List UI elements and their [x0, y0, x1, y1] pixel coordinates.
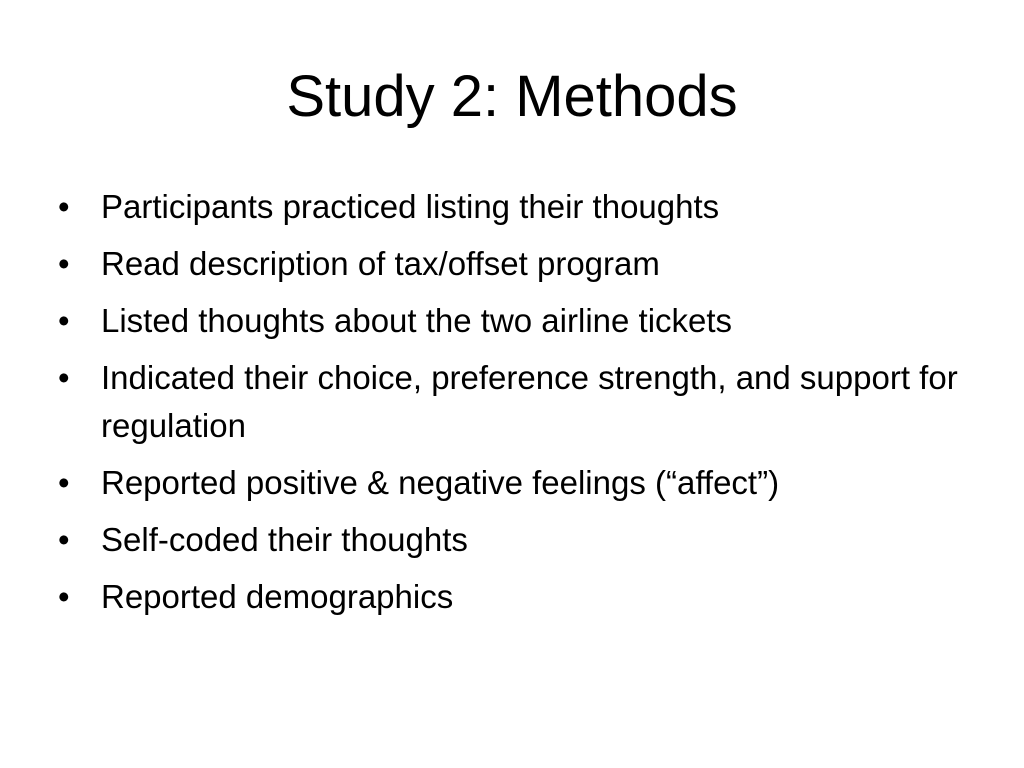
list-item — [58, 240, 958, 288]
bullet-text: Read description of tax/offset program — [101, 245, 660, 282]
bullet-icon: • — [58, 521, 70, 558]
bullet-text: Indicated their choice, preference strength, and support for regulation — [101, 359, 958, 444]
bullet-icon: • — [58, 302, 70, 339]
bullet-icon: • — [58, 578, 70, 615]
list-item — [58, 516, 958, 564]
bullet-icon: • — [58, 188, 70, 225]
bullet-text: Self-coded their thoughts — [101, 521, 468, 558]
list-item — [58, 573, 958, 621]
bullet-text: Reported demographics — [101, 578, 454, 615]
list-item — [58, 354, 958, 450]
bullet-text: Listed thoughts about the two airline tickets — [101, 302, 733, 339]
slide-title: Study 2: Methods — [286, 64, 738, 129]
bullet-icon: • — [58, 359, 70, 396]
bullet-text: Participants practiced listing their thoughts — [101, 188, 720, 225]
bullet-list — [58, 183, 958, 630]
list-item — [58, 183, 958, 231]
list-item — [58, 459, 958, 507]
bullet-icon: • — [58, 245, 70, 282]
list-item — [58, 297, 958, 345]
bullet-text: Reported positive & negative feelings (“affect”) — [101, 464, 780, 501]
bullet-icon: • — [58, 464, 70, 501]
